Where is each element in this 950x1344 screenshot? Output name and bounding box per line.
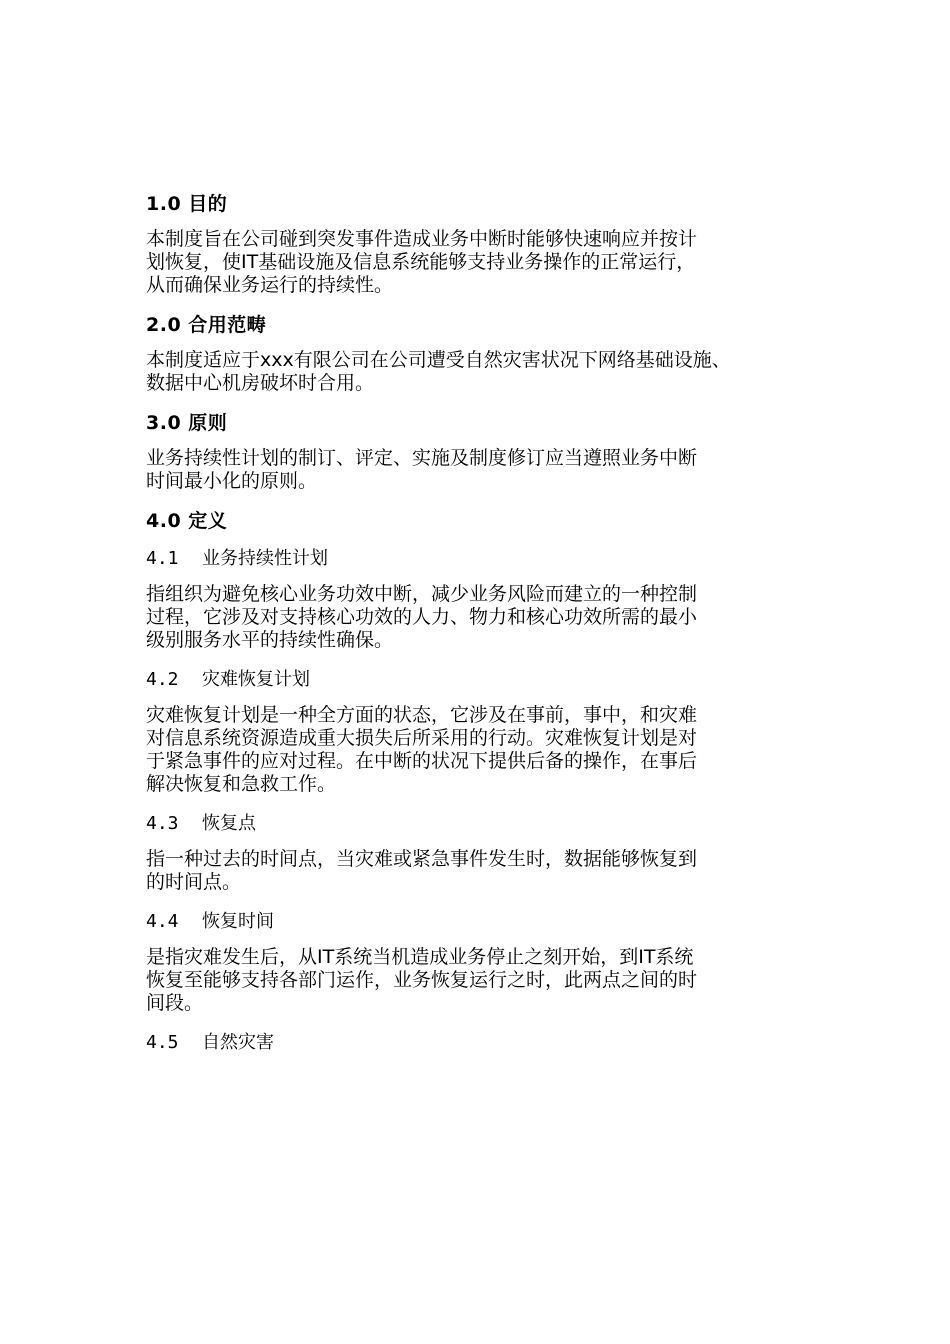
definition-heading-drp xyxy=(146,666,826,694)
section-body-principle: 业务持续性计划的制订、评定、实施及制度修订应当遵照业务中断 时间最小化的原则。 xyxy=(146,447,698,492)
section-body-purpose: 本制度旨在公司碰到突发事件造成业务中断时能够快速响应并按计 划恢复，使IT基础设施及信息系统能够支持业务操作的正常运行， 从而确保业务运行的持续性。 xyxy=(146,228,698,296)
definition-body-drp: 灾难恢复计划是一种全方面的状态，它涉及在事前，事中，和灾难 对信息系统资源造成重大损失后所采用的行动。灾难恢复计划是对 于紧急事件的应对过程。在中断的状况下提供后备的操作，在事后 解决恢复和急救工作。 xyxy=(146,704,698,795)
definition-body-bcp: 指组织为避免核心业务功效中断，减少业务风险而建立的一种控制 过程，它涉及对支持核心功效的人力、物力和核心功效所需的最小 级别服务水平的持续性确保。 xyxy=(146,583,698,651)
definition-number: 4.4 xyxy=(146,911,179,932)
section-heading-definitions: 4.0 定义 xyxy=(146,510,228,532)
definition-heading-rpo xyxy=(146,810,826,838)
definition-heading-natural-disaster xyxy=(146,1029,826,1057)
section-heading-principle: 3.0 原则 xyxy=(146,412,228,434)
definition-number: 4.2 xyxy=(146,669,179,690)
definition-number: 4.1 xyxy=(146,548,179,569)
definition-title: 自然灾害 xyxy=(202,1032,274,1053)
definition-heading-bcp xyxy=(146,545,826,573)
definition-title: 恢复点 xyxy=(202,813,256,834)
definition-title: 灾难恢复计划 xyxy=(202,669,310,690)
document-page xyxy=(146,190,826,1067)
definition-title: 业务持续性计划 xyxy=(202,548,328,569)
definition-number: 4.5 xyxy=(146,1032,179,1053)
section-heading-scope: 2.0 合用范畴 xyxy=(146,314,267,336)
definition-body-rto: 是指灾难发生后，从IT系统当机造成业务停止之刻开始，到IT系统 恢复至能够支持各部门运作，业务恢复运行之时，此两点之间的时 间段。 xyxy=(146,946,698,1014)
section-heading-purpose: 1.0 目的 xyxy=(146,193,228,215)
definition-number: 4.3 xyxy=(146,813,179,834)
definition-body-rpo: 指一种过去的时间点，当灾难或紧急事件发生时，数据能够恢复到 的时间点。 xyxy=(146,848,698,893)
definition-heading-rto xyxy=(146,908,826,936)
section-body-scope: 本制度适应于xxx有限公司在公司遭受自然灾害状况下网络基础设施、 数据中心机房破坏时合用。 xyxy=(146,349,731,394)
definition-title: 恢复时间 xyxy=(202,911,274,932)
